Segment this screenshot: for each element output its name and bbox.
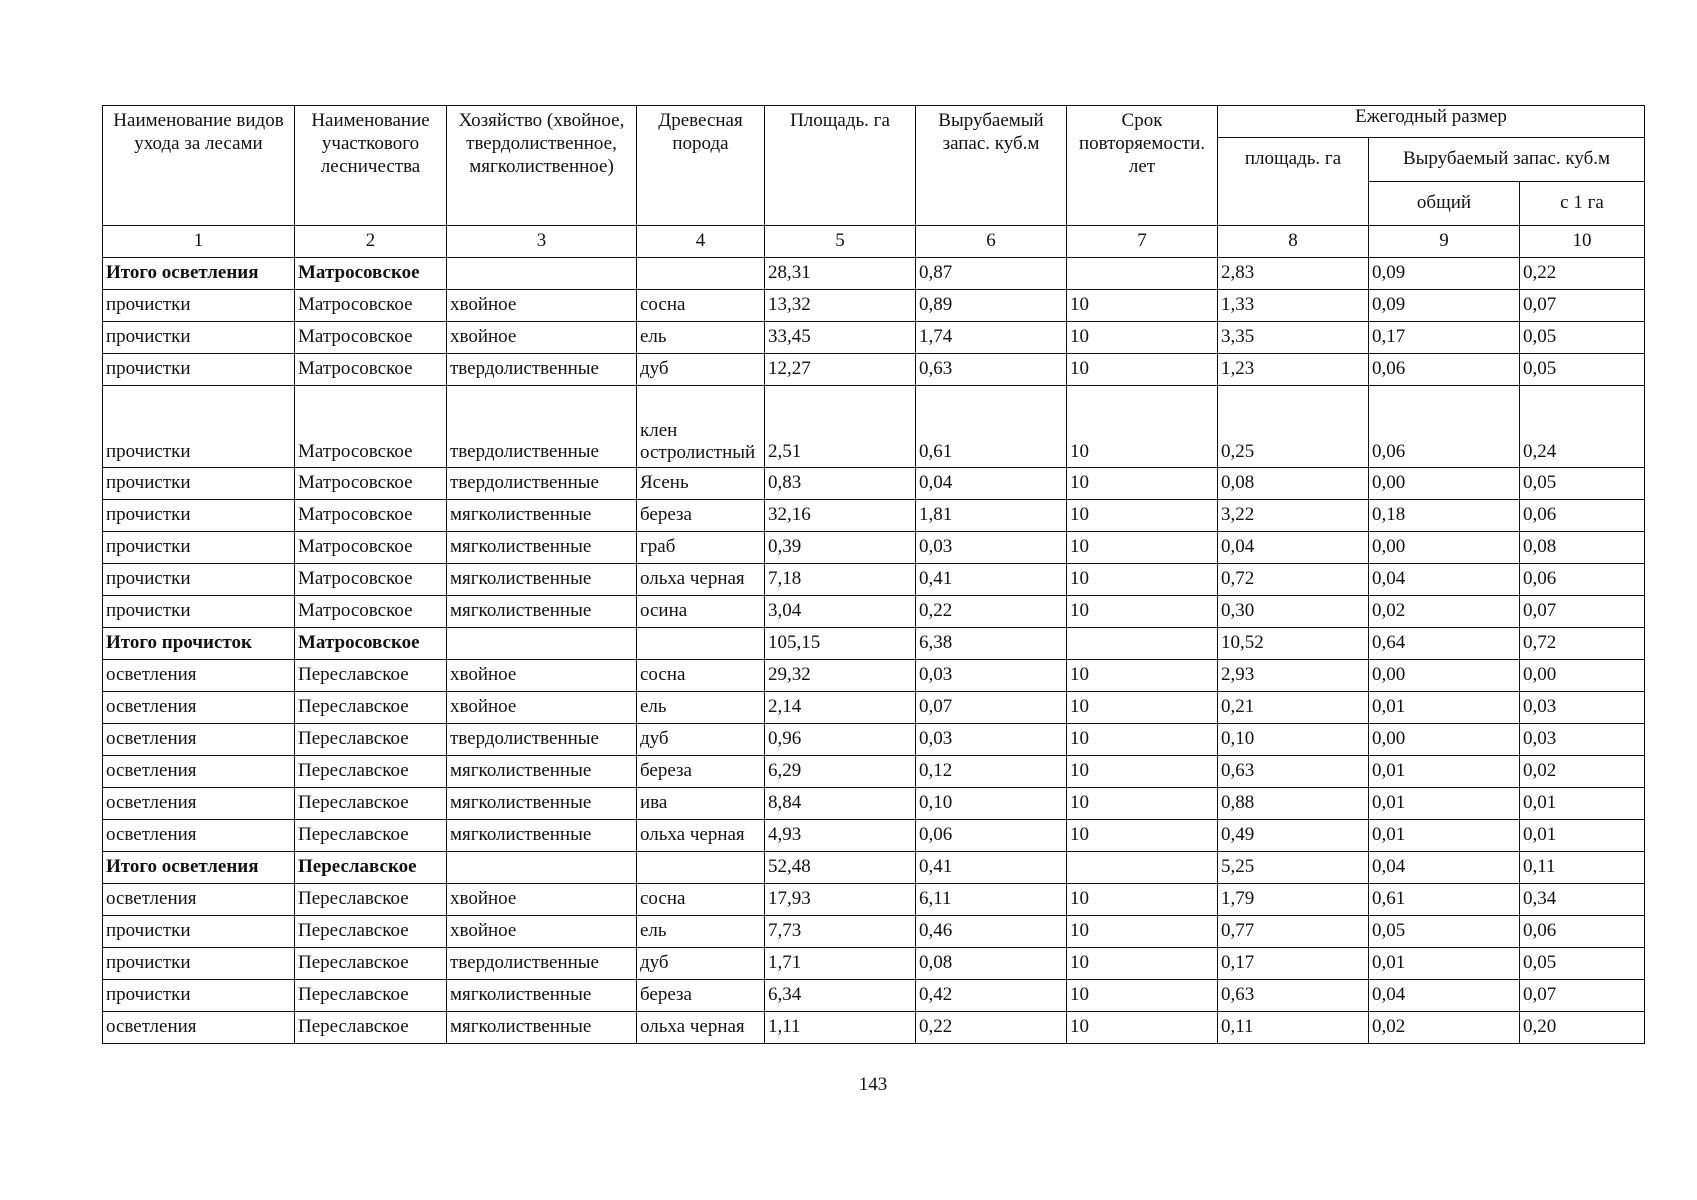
cell-annual-area: 0,25 [1218, 386, 1369, 468]
cell-species [637, 852, 765, 884]
cell-economy: мягколиственные [447, 532, 637, 564]
cell-species: осина [637, 596, 765, 628]
cell-volume: 0,03 [916, 660, 1067, 692]
cell-economy: твердолиственные [447, 468, 637, 500]
cell-economy: мягколиственные [447, 788, 637, 820]
cell-annual-area: 3,35 [1218, 322, 1369, 354]
header-annual-total: общий [1369, 182, 1520, 226]
cell-economy [447, 258, 637, 290]
cell-forestry: Переславское [295, 980, 447, 1012]
cell-annual-area: 0,72 [1218, 564, 1369, 596]
cell-annual-volume-total: 0,01 [1369, 756, 1520, 788]
cell-economy: хвойное [447, 884, 637, 916]
cell-annual-volume-per-ha: 0,03 [1520, 724, 1645, 756]
cell-species: ольха черная [637, 564, 765, 596]
cell-annual-volume-total: 0,00 [1369, 468, 1520, 500]
cell-care-type: прочистки [103, 386, 295, 468]
cell-volume: 0,87 [916, 258, 1067, 290]
table-row [103, 322, 1645, 354]
cell-area: 28,31 [765, 258, 916, 290]
cell-species: сосна [637, 660, 765, 692]
cell-economy: мягколиственные [447, 1012, 637, 1044]
cell-period: 10 [1067, 1012, 1218, 1044]
cell-annual-volume-per-ha: 0,01 [1520, 820, 1645, 852]
header-volume: Вырубаемый запас. куб.м [916, 106, 1067, 226]
cell-volume: 1,81 [916, 500, 1067, 532]
cell-care-type: прочистки [103, 468, 295, 500]
cell-forestry: Матросовское [295, 354, 447, 386]
cell-forestry: Переславское [295, 660, 447, 692]
header-annual-per-ha: с 1 га [1520, 182, 1645, 226]
cell-volume: 0,46 [916, 916, 1067, 948]
cell-annual-volume-total: 0,06 [1369, 354, 1520, 386]
cell-forestry: Переславское [295, 692, 447, 724]
cell-annual-volume-per-ha: 0,05 [1520, 354, 1645, 386]
cell-care-type: прочистки [103, 980, 295, 1012]
header-period: Срок повторяемости. лет [1067, 106, 1218, 226]
cell-economy: мягколиственные [447, 564, 637, 596]
cell-care-type: прочистки [103, 532, 295, 564]
cell-forestry: Матросовское [295, 290, 447, 322]
cell-species: ива [637, 788, 765, 820]
column-number: 3 [447, 226, 637, 258]
cell-period: 10 [1067, 756, 1218, 788]
cell-care-type: осветления [103, 884, 295, 916]
cell-period: 10 [1067, 948, 1218, 980]
header-care-type: Наименование видов ухода за лесами [103, 106, 295, 226]
cell-forestry: Переславское [295, 788, 447, 820]
cell-volume: 0,04 [916, 468, 1067, 500]
cell-forestry: Переславское [295, 1012, 447, 1044]
table-row [103, 916, 1645, 948]
cell-economy: хвойное [447, 322, 637, 354]
header-economy: Хозяйство (хвойное, твердолиственное, мягколиственное) [447, 106, 637, 226]
cell-species: Ясень [637, 468, 765, 500]
cell-annual-volume-total: 0,01 [1369, 692, 1520, 724]
cell-period: 10 [1067, 884, 1218, 916]
table-row [103, 468, 1645, 500]
cell-annual-volume-total: 0,05 [1369, 916, 1520, 948]
cell-annual-volume-total: 0,02 [1369, 596, 1520, 628]
cell-species: дуб [637, 948, 765, 980]
cell-annual-area: 0,77 [1218, 916, 1369, 948]
table-row [103, 596, 1645, 628]
cell-annual-area: 0,63 [1218, 980, 1369, 1012]
cell-annual-volume-per-ha: 0,07 [1520, 290, 1645, 322]
cell-volume: 6,38 [916, 628, 1067, 660]
cell-annual-volume-total: 0,01 [1369, 820, 1520, 852]
cell-area: 13,32 [765, 290, 916, 322]
cell-species: ель [637, 692, 765, 724]
cell-period: 10 [1067, 916, 1218, 948]
cell-annual-volume-per-ha: 0,01 [1520, 788, 1645, 820]
cell-period: 10 [1067, 354, 1218, 386]
cell-annual-volume-per-ha: 0,06 [1520, 916, 1645, 948]
cell-area: 52,48 [765, 852, 916, 884]
table-row [103, 290, 1645, 322]
cell-volume: 6,11 [916, 884, 1067, 916]
cell-period: 10 [1067, 596, 1218, 628]
cell-annual-area: 1,79 [1218, 884, 1369, 916]
cell-volume: 0,22 [916, 1012, 1067, 1044]
cell-period: 10 [1067, 820, 1218, 852]
cell-forestry: Переславское [295, 948, 447, 980]
cell-annual-volume-total: 0,61 [1369, 884, 1520, 916]
cell-care-type: прочистки [103, 596, 295, 628]
cell-forestry: Переславское [295, 852, 447, 884]
cell-area: 17,93 [765, 884, 916, 916]
cell-care-type: осветления [103, 756, 295, 788]
cell-annual-volume-total: 0,02 [1369, 1012, 1520, 1044]
cell-economy: твердолиственные [447, 386, 637, 468]
cell-forestry: Матросовское [295, 468, 447, 500]
column-number-row [103, 226, 1645, 258]
column-number: 10 [1520, 226, 1645, 258]
cell-area: 0,96 [765, 724, 916, 756]
cell-forestry: Матросовское [295, 596, 447, 628]
table-row [103, 354, 1645, 386]
cell-area: 6,34 [765, 980, 916, 1012]
table-total-row [103, 852, 1645, 884]
cell-annual-volume-total: 0,00 [1369, 660, 1520, 692]
cell-forestry: Переславское [295, 820, 447, 852]
header-annual-group: Ежегодный размер [1218, 106, 1645, 138]
cell-annual-volume-total: 0,00 [1369, 724, 1520, 756]
cell-annual-volume-total: 0,09 [1369, 258, 1520, 290]
table-row [103, 564, 1645, 596]
cell-volume: 0,41 [916, 852, 1067, 884]
cell-annual-volume-total: 0,18 [1369, 500, 1520, 532]
cell-area: 0,83 [765, 468, 916, 500]
cell-area: 32,16 [765, 500, 916, 532]
cell-annual-area: 3,22 [1218, 500, 1369, 532]
column-number: 7 [1067, 226, 1218, 258]
cell-species: клен остролистный [637, 386, 765, 468]
table-row [103, 532, 1645, 564]
cell-annual-area: 0,17 [1218, 948, 1369, 980]
cell-annual-volume-per-ha: 0,07 [1520, 980, 1645, 1012]
cell-annual-volume-per-ha: 0,06 [1520, 564, 1645, 596]
cell-annual-area: 0,88 [1218, 788, 1369, 820]
cell-economy: хвойное [447, 692, 637, 724]
cell-annual-volume-per-ha: 0,22 [1520, 258, 1645, 290]
cell-period: 10 [1067, 468, 1218, 500]
cell-species: береза [637, 980, 765, 1012]
cell-annual-volume-per-ha: 0,11 [1520, 852, 1645, 884]
cell-annual-volume-total: 0,01 [1369, 788, 1520, 820]
table-row [103, 980, 1645, 1012]
cell-care-type: прочистки [103, 354, 295, 386]
cell-volume: 0,22 [916, 596, 1067, 628]
cell-annual-area: 1,23 [1218, 354, 1369, 386]
cell-economy [447, 628, 637, 660]
cell-annual-volume-per-ha: 0,06 [1520, 500, 1645, 532]
cell-forestry: Матросовское [295, 386, 447, 468]
table-body [103, 226, 1645, 1044]
column-number: 1 [103, 226, 295, 258]
cell-economy [447, 852, 637, 884]
cell-annual-area: 0,11 [1218, 1012, 1369, 1044]
cell-period [1067, 628, 1218, 660]
cell-annual-area: 1,33 [1218, 290, 1369, 322]
cell-area: 29,32 [765, 660, 916, 692]
cell-volume: 0,03 [916, 532, 1067, 564]
table-row [103, 788, 1645, 820]
cell-volume: 0,07 [916, 692, 1067, 724]
cell-area: 7,18 [765, 564, 916, 596]
cell-forestry: Матросовское [295, 500, 447, 532]
cell-species: граб [637, 532, 765, 564]
cell-area: 0,39 [765, 532, 916, 564]
cell-species: береза [637, 500, 765, 532]
cell-annual-volume-total: 0,64 [1369, 628, 1520, 660]
cell-economy: хвойное [447, 660, 637, 692]
cell-area: 1,11 [765, 1012, 916, 1044]
cell-forestry: Матросовское [295, 322, 447, 354]
cell-annual-volume-per-ha: 0,05 [1520, 322, 1645, 354]
cell-species: сосна [637, 290, 765, 322]
cell-period: 10 [1067, 500, 1218, 532]
cell-annual-volume-total: 0,17 [1369, 322, 1520, 354]
table-row [103, 500, 1645, 532]
cell-economy: твердолиственные [447, 948, 637, 980]
cell-annual-area: 0,21 [1218, 692, 1369, 724]
forest-care-table [102, 105, 1645, 1044]
cell-area: 2,51 [765, 386, 916, 468]
table-row [103, 1012, 1645, 1044]
cell-economy: мягколиственные [447, 500, 637, 532]
cell-period: 10 [1067, 322, 1218, 354]
cell-annual-area: 2,83 [1218, 258, 1369, 290]
table-row [103, 660, 1645, 692]
column-number: 9 [1369, 226, 1520, 258]
cell-forestry: Переславское [295, 724, 447, 756]
table-row [103, 724, 1645, 756]
cell-period: 10 [1067, 532, 1218, 564]
cell-annual-area: 0,49 [1218, 820, 1369, 852]
cell-annual-volume-total: 0,00 [1369, 532, 1520, 564]
cell-economy: мягколиственные [447, 820, 637, 852]
cell-area: 8,84 [765, 788, 916, 820]
cell-volume: 0,41 [916, 564, 1067, 596]
cell-care-type: прочистки [103, 322, 295, 354]
cell-economy: хвойное [447, 916, 637, 948]
cell-volume: 0,42 [916, 980, 1067, 1012]
cell-volume: 1,74 [916, 322, 1067, 354]
cell-care-type: прочистки [103, 916, 295, 948]
cell-period: 10 [1067, 386, 1218, 468]
cell-care-type: прочистки [103, 290, 295, 322]
cell-care-type: Итого осветления [103, 852, 295, 884]
cell-species [637, 628, 765, 660]
cell-area: 6,29 [765, 756, 916, 788]
cell-economy: мягколиственные [447, 980, 637, 1012]
cell-forestry: Матросовское [295, 532, 447, 564]
cell-area: 7,73 [765, 916, 916, 948]
cell-annual-volume-total: 0,04 [1369, 980, 1520, 1012]
cell-area: 105,15 [765, 628, 916, 660]
header-annual-volume: Вырубаемый запас. куб.м [1369, 138, 1645, 182]
page-number: 143 [858, 1074, 888, 1095]
cell-care-type: прочистки [103, 564, 295, 596]
cell-period: 10 [1067, 724, 1218, 756]
cell-annual-volume-total: 0,04 [1369, 564, 1520, 596]
cell-annual-volume-per-ha: 0,72 [1520, 628, 1645, 660]
table-row [103, 386, 1645, 468]
cell-area: 33,45 [765, 322, 916, 354]
cell-area: 4,93 [765, 820, 916, 852]
cell-care-type: прочистки [103, 948, 295, 980]
cell-care-type: прочистки [103, 500, 295, 532]
cell-economy: хвойное [447, 290, 637, 322]
cell-period: 10 [1067, 692, 1218, 724]
column-number: 6 [916, 226, 1067, 258]
header-area: Площадь. га [765, 106, 916, 226]
cell-forestry: Переславское [295, 916, 447, 948]
cell-species: ель [637, 916, 765, 948]
cell-area: 2,14 [765, 692, 916, 724]
cell-economy: твердолиственные [447, 354, 637, 386]
cell-annual-area: 2,93 [1218, 660, 1369, 692]
cell-period: 10 [1067, 980, 1218, 1012]
cell-species: ольха черная [637, 1012, 765, 1044]
cell-annual-area: 0,30 [1218, 596, 1369, 628]
table-row [103, 756, 1645, 788]
cell-species: дуб [637, 724, 765, 756]
cell-annual-volume-total: 0,06 [1369, 386, 1520, 468]
column-number: 8 [1218, 226, 1369, 258]
cell-annual-volume-per-ha: 0,24 [1520, 386, 1645, 468]
cell-species: сосна [637, 884, 765, 916]
cell-species [637, 258, 765, 290]
cell-volume: 0,08 [916, 948, 1067, 980]
cell-annual-volume-per-ha: 0,03 [1520, 692, 1645, 724]
cell-annual-area: 10,52 [1218, 628, 1369, 660]
table-row [103, 692, 1645, 724]
cell-species: дуб [637, 354, 765, 386]
cell-annual-volume-per-ha: 0,00 [1520, 660, 1645, 692]
table-row [103, 820, 1645, 852]
cell-area: 1,71 [765, 948, 916, 980]
cell-period [1067, 852, 1218, 884]
cell-forestry: Переславское [295, 756, 447, 788]
cell-care-type: Итого осветления [103, 258, 295, 290]
cell-care-type: осветления [103, 692, 295, 724]
cell-annual-volume-total: 0,09 [1369, 290, 1520, 322]
cell-period: 10 [1067, 788, 1218, 820]
cell-annual-area: 0,10 [1218, 724, 1369, 756]
cell-annual-area: 5,25 [1218, 852, 1369, 884]
cell-period: 10 [1067, 564, 1218, 596]
cell-species: ель [637, 322, 765, 354]
cell-care-type: осветления [103, 788, 295, 820]
cell-annual-area: 0,08 [1218, 468, 1369, 500]
table-total-row [103, 628, 1645, 660]
column-number: 5 [765, 226, 916, 258]
table-header [103, 106, 1645, 226]
cell-species: береза [637, 756, 765, 788]
cell-forestry: Матросовское [295, 564, 447, 596]
cell-volume: 0,12 [916, 756, 1067, 788]
cell-annual-volume-per-ha: 0,02 [1520, 756, 1645, 788]
table-row [103, 948, 1645, 980]
cell-economy: мягколиственные [447, 756, 637, 788]
cell-volume: 0,89 [916, 290, 1067, 322]
cell-volume: 0,61 [916, 386, 1067, 468]
cell-annual-volume-total: 0,04 [1369, 852, 1520, 884]
cell-area: 12,27 [765, 354, 916, 386]
header-forestry: Наименование участкового лесничества [295, 106, 447, 226]
cell-volume: 0,63 [916, 354, 1067, 386]
table-total-row [103, 258, 1645, 290]
cell-annual-volume-per-ha: 0,20 [1520, 1012, 1645, 1044]
table-row [103, 884, 1645, 916]
cell-economy: мягколиственные [447, 596, 637, 628]
cell-volume: 0,03 [916, 724, 1067, 756]
cell-annual-area: 0,63 [1218, 756, 1369, 788]
cell-annual-volume-per-ha: 0,08 [1520, 532, 1645, 564]
cell-forestry: Переславское [295, 884, 447, 916]
cell-period: 10 [1067, 290, 1218, 322]
cell-species: ольха черная [637, 820, 765, 852]
column-number: 4 [637, 226, 765, 258]
cell-volume: 0,10 [916, 788, 1067, 820]
cell-economy: твердолиственные [447, 724, 637, 756]
cell-annual-volume-per-ha: 0,34 [1520, 884, 1645, 916]
cell-care-type: осветления [103, 660, 295, 692]
header-annual-area: площадь. га [1218, 138, 1369, 226]
cell-forestry: Матросовское [295, 628, 447, 660]
cell-annual-area: 0,04 [1218, 532, 1369, 564]
cell-care-type: Итого прочисток [103, 628, 295, 660]
cell-period: 10 [1067, 660, 1218, 692]
header-species: Древесная порода [637, 106, 765, 226]
cell-volume: 0,06 [916, 820, 1067, 852]
cell-care-type: осветления [103, 1012, 295, 1044]
cell-annual-volume-per-ha: 0,05 [1520, 948, 1645, 980]
cell-period [1067, 258, 1218, 290]
column-number: 2 [295, 226, 447, 258]
cell-care-type: осветления [103, 820, 295, 852]
cell-annual-volume-per-ha: 0,07 [1520, 596, 1645, 628]
cell-area: 3,04 [765, 596, 916, 628]
cell-forestry: Матросовское [295, 258, 447, 290]
cell-annual-volume-per-ha: 0,05 [1520, 468, 1645, 500]
cell-annual-volume-total: 0,01 [1369, 948, 1520, 980]
cell-care-type: осветления [103, 724, 295, 756]
